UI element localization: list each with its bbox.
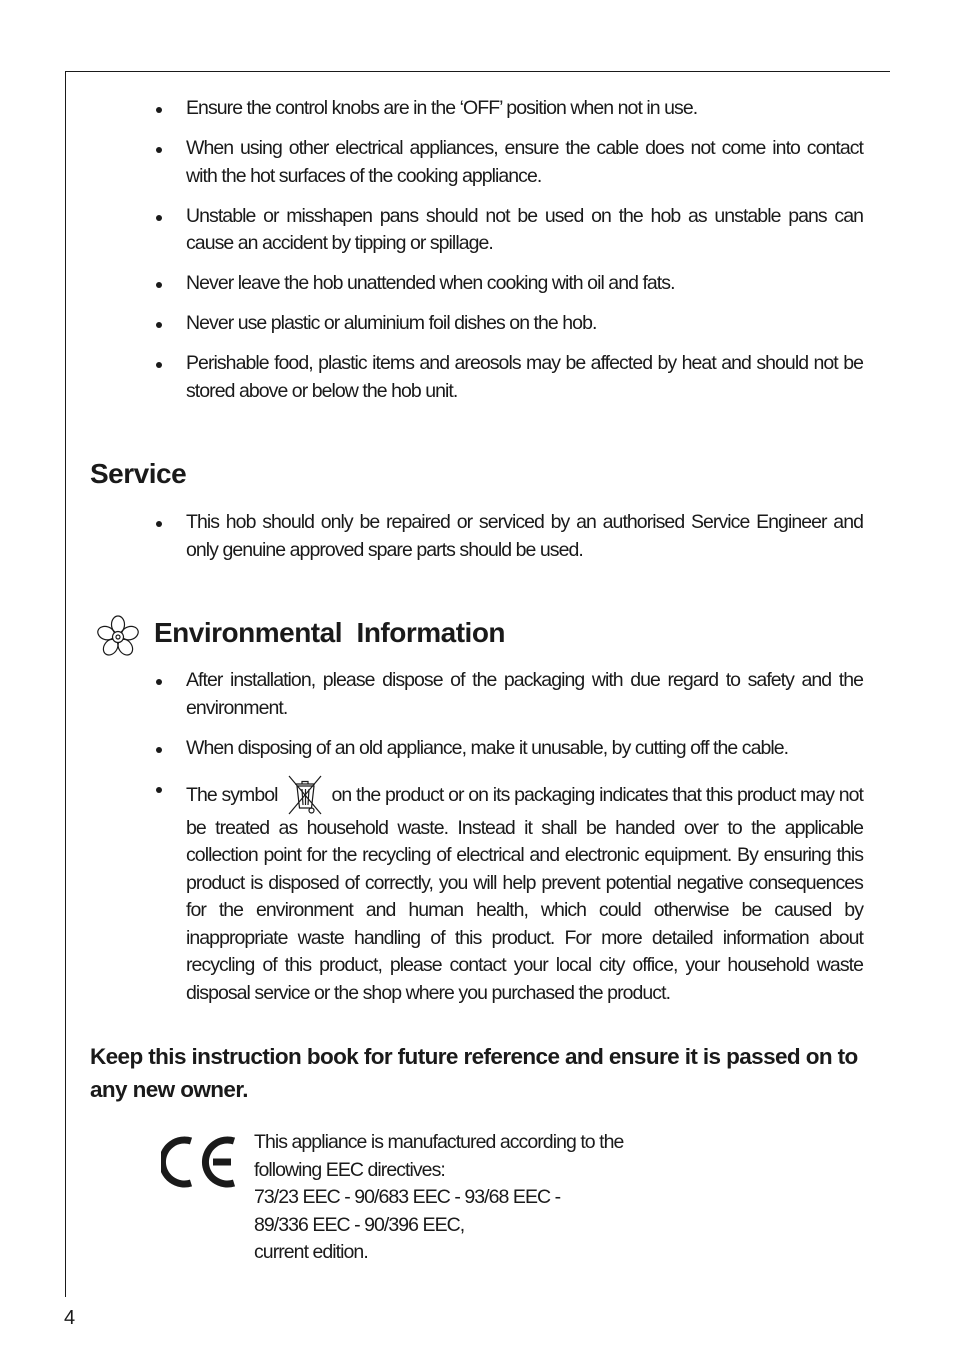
- crossed-out-wheelie-bin-icon: [282, 775, 328, 815]
- list-item: The symbol on the product or on its packaging indicates that this product may not be treated as household waste. Instead it shall be handed over to the applicable collection point for the recycling of electrical and electronic equipment. By ensuring this product is disposed of correctly, you will help prevent potential negative consequences for the environment and human health, which could otherwise be caused by inappropriate waste handling of this product. For more detailed information about recycling of this product, please contact your local city office, your household waste disposal service or the shop where you purchased the product.: [154, 775, 863, 1008]
- ce-line: following EEC directives:: [254, 1158, 445, 1181]
- ce-directives-text: [254, 1129, 694, 1267]
- bullet-icon: [156, 747, 162, 753]
- service-heading: Service: [90, 458, 187, 489]
- list-item: When disposing of an old appliance, make it unusable, by cutting off the cable.: [154, 735, 863, 763]
- list-item: Unstable or misshapen pans should not be used on the hob as unstable pans can cause an accident by tipping or spillage.: [154, 203, 863, 258]
- flower-icon: [96, 615, 140, 659]
- page-number: 4: [64, 1307, 76, 1329]
- list-item: After installation, please dispose of the packaging with due regard to safety and the environment.: [154, 667, 863, 722]
- bullet-icon: [156, 107, 162, 113]
- list-item: Never use plastic or aluminium foil dishes on the hob.: [154, 310, 863, 338]
- bullet-icon: [156, 282, 162, 288]
- left-border-rule: [65, 71, 66, 1297]
- bullet-icon: [156, 362, 162, 368]
- list-item: This hob should only be repaired or serviced by an authorised Service Engineer and only genuine approved spare parts should be used.: [154, 509, 863, 564]
- bullet-icon: [156, 215, 162, 221]
- bullet-icon: [156, 322, 162, 328]
- ce-line: This appliance is manufactured according to the: [254, 1131, 624, 1153]
- service-bullet-list: [154, 509, 863, 577]
- environmental-information-heading: Environmental Information: [154, 617, 506, 648]
- list-item: Perishable food, plastic items and areosols may be affected by heat and should not be stored above or below the hob unit.: [154, 350, 863, 405]
- bullet-icon: [156, 787, 162, 793]
- ce-mark-icon: [161, 1133, 239, 1191]
- ce-line: 73/23 EEC - 90/683 EEC - 93/68 EEC -: [254, 1186, 561, 1208]
- bullet-icon: [156, 147, 162, 153]
- environment-bullet-list: [154, 667, 863, 1020]
- list-item: Never leave the hob unattended when cooking with oil and fats.: [154, 270, 863, 298]
- list-item: When using other electrical appliances, ensure the cable does not come into contact with the hot surfaces of the cooking appliance.: [154, 135, 863, 190]
- top-border-rule: [65, 71, 890, 72]
- bullet-icon: [156, 521, 162, 527]
- list-item: Ensure the control knobs are in the ‘OFF’ position when not in use.: [154, 95, 863, 123]
- safety-bullet-list: [154, 95, 863, 418]
- ce-line: 89/336 EEC - 90/396 EEC,: [254, 1213, 465, 1236]
- keep-instruction-book-notice: Keep this instruction book for future reference and ensure it is passed on to any new owner.: [90, 1044, 858, 1102]
- bullet-icon: [156, 679, 162, 685]
- ce-line: current edition.: [254, 1241, 368, 1263]
